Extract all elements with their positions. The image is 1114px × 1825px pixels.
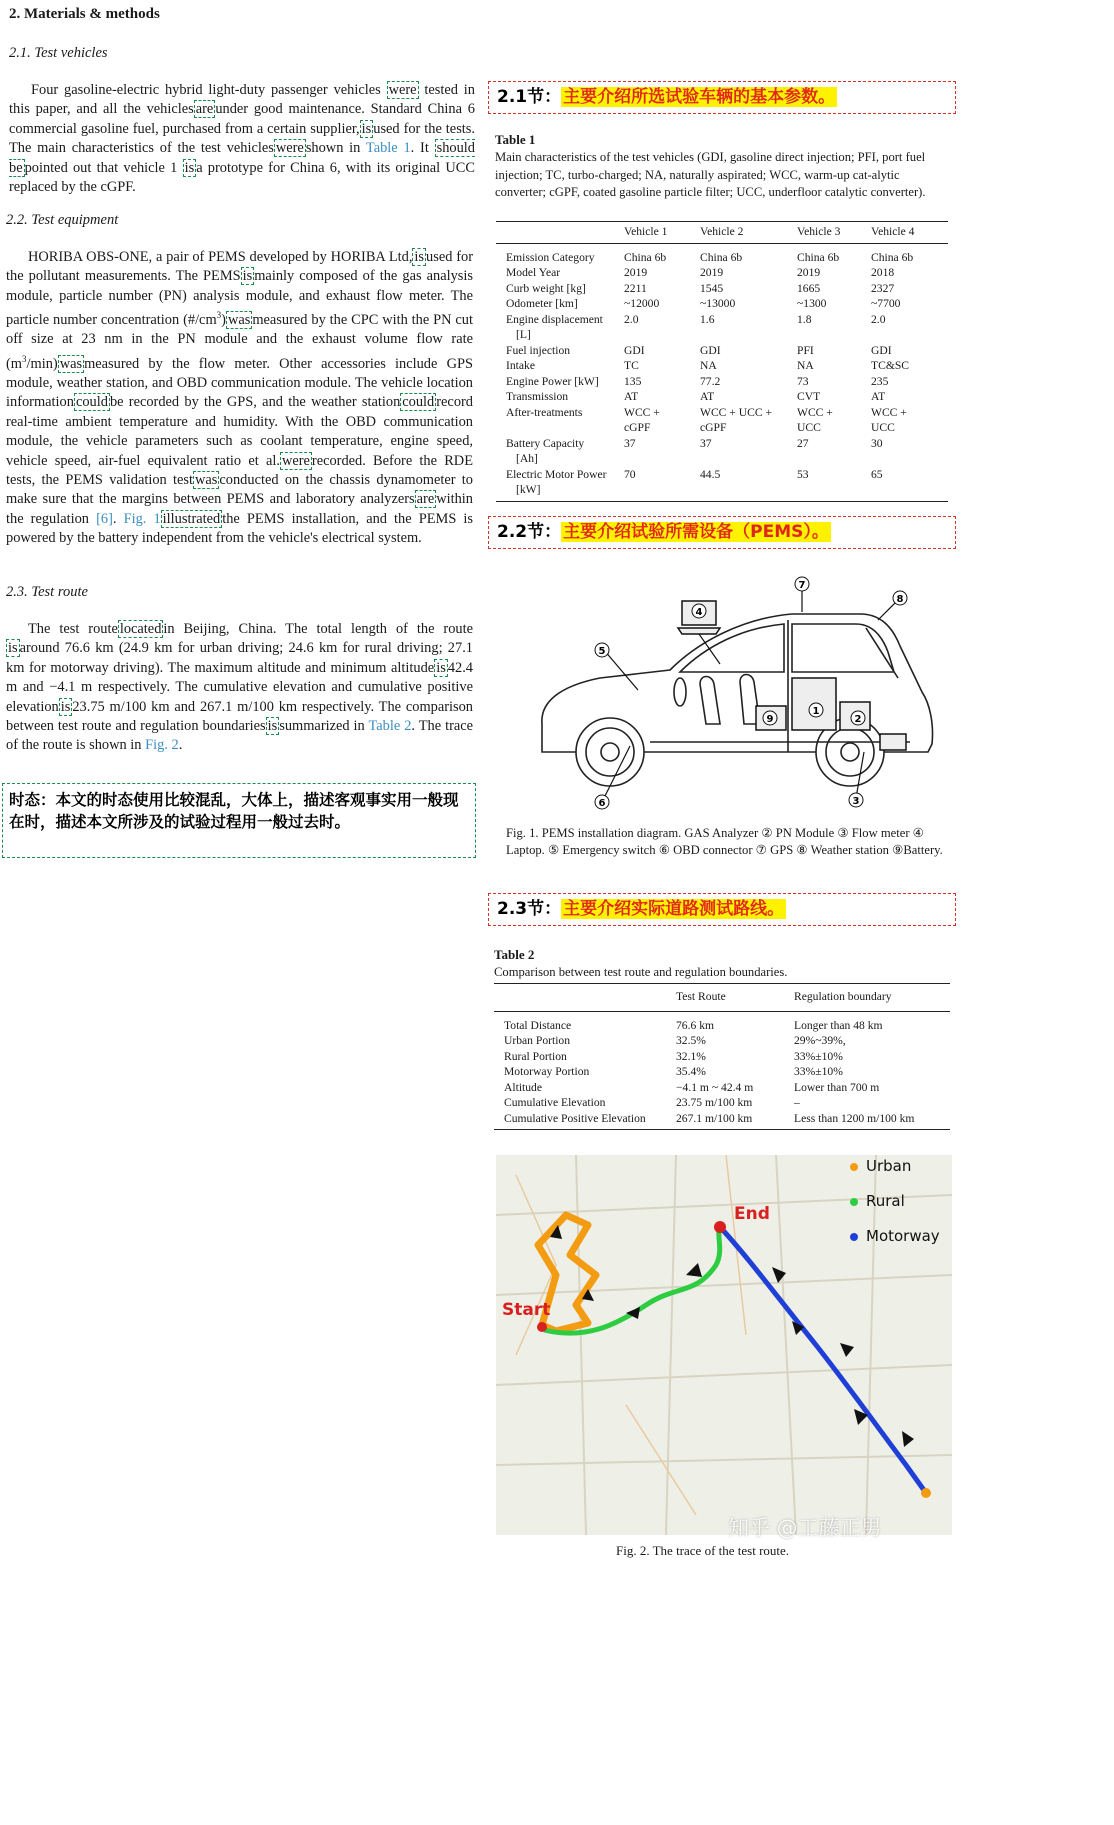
end-marker (714, 1221, 726, 1233)
tense-highlight: was (195, 472, 218, 489)
table-row: Engine displacement [L] 2.0 1.6 1.8 2.0 (506, 312, 886, 341)
table-header-cell: Vehicle 4 (871, 222, 948, 244)
section-title: 2. Materials & methods (9, 6, 160, 22)
motorway-dot-icon (850, 1233, 858, 1241)
svg-text:6: 6 (598, 798, 606, 809)
fig-1-link[interactable]: Fig. 1 (123, 510, 161, 527)
svg-text:3: 3 (852, 796, 860, 807)
tense-highlight: is (242, 268, 253, 285)
tense-highlight: is (436, 659, 446, 676)
reference-6-link[interactable]: [6] (96, 510, 113, 527)
svg-text:7: 7 (798, 580, 806, 591)
fig-2-caption: Fig. 2. The trace of the test route. (616, 1543, 790, 1558)
table-header-row (496, 222, 948, 244)
tense-highlight: are (195, 101, 214, 118)
tense-highlight: is (8, 640, 18, 657)
legend-item-urban: Urban (850, 1157, 940, 1175)
table-row: Model Year 2019 2019 2019 2018 (506, 266, 895, 279)
finish-point (921, 1488, 931, 1498)
tense-highlight: is (414, 249, 425, 265)
end-label: End (734, 1204, 770, 1224)
tense-highlight: should be (9, 140, 475, 176)
table-header-cell (496, 222, 624, 244)
tense-highlight: were (275, 140, 304, 157)
table-1-link[interactable]: Table 1 (365, 140, 411, 157)
tense-highlight: is (184, 159, 195, 176)
svg-text:5: 5 (598, 646, 606, 657)
fig-1-caption: Fig. 1. PEMS installation diagram. GAS Analyzer ② PN Module ③ Flow meter ④ Laptop. ⑤ Emergency switch ⑥ OBD connector ⑦ GPS ⑧ Weather station ⑨Battery. (506, 826, 943, 858)
flow-meter-box (880, 734, 906, 750)
table-row: Fuel injection GDI GDI PFI GDI (506, 343, 892, 357)
table-row: Transmission AT AT CVT AT (506, 390, 886, 403)
svg-text:4: 4 (695, 607, 703, 618)
tense-highlight: could (402, 394, 435, 411)
rural-dot-icon (850, 1198, 858, 1206)
tense-annotation-note: 时态：本文的时态使用比较混乱，大体上，描述客观事实用一般现在时，描述本文所涉及的试验过程用一般过去时。 (2, 783, 476, 858)
table-2-caption: Table 2 Comparison between test route and regulation boundaries. (494, 947, 788, 980)
table-row: Rural Portion 32.1% 33%±10% (504, 1049, 843, 1063)
tense-highlight: is (361, 120, 372, 137)
section-2-2-note: 2.2节： 主要介绍试验所需设备（PEMS）。 (488, 516, 956, 549)
table-1-caption: Table 1 Main characteristics of the test vehicles (GDI, gasoline direct injection; PFI, port fuel injection; TC, turbo-charged; NA, naturally aspirated; WCC, warm-up cat-alytic converter; cGPF, coated gasoline particle filter; UCC, underfloor catalytic converter). (495, 132, 926, 199)
start-label: Start (502, 1300, 551, 1320)
table-2 (494, 983, 950, 1130)
table-header-cell: Test Route (676, 984, 794, 1012)
tense-highlight: are (416, 491, 435, 508)
table-row: Intake TC NA NA TC&SC (506, 359, 910, 372)
table-header-cell: Regulation boundary (794, 984, 950, 1012)
legend-item-rural: Rural (850, 1192, 940, 1210)
table-row: Cumulative Positive Elevation 267.1 m/100 km Less than 1200 m/100 km (504, 1111, 915, 1125)
tense-highlight: was (59, 355, 83, 372)
table-row: Odometer [km] ~12000 ~13000 ~1300 ~7700 (506, 297, 901, 310)
table-header-cell: Vehicle 1 (624, 222, 700, 244)
table-row: Battery Capacity [Ah] 37 37 27 30 (506, 436, 883, 465)
tense-highlight: were (281, 452, 310, 469)
subsection-title-2-1: 2.1. Test vehicles (9, 45, 108, 61)
table-row: After-treatments WCC + cGPF WCC + UCC + cGPF WCC + UCC WCC + UCC (506, 405, 907, 434)
tense-highlight: is (60, 698, 71, 715)
table-header-cell: Vehicle 2 (700, 222, 797, 244)
table-header-cell (494, 984, 676, 1012)
subsection-title-2-2: 2.2. Test equipment (6, 212, 119, 228)
legend-item-motorway: Motorway (850, 1227, 940, 1245)
svg-text:9: 9 (766, 714, 774, 725)
table-row: Engine Power [kW] 135 77.2 73 235 (506, 374, 889, 388)
tense-highlight: located (119, 621, 162, 637)
table-2-link[interactable]: Table 2 (368, 718, 412, 735)
subsection-title-2-3: 2.3. Test route (6, 584, 88, 600)
table-row: Urban Portion 32.5% 29%~39%, (504, 1034, 846, 1047)
table-row: Curb weight [kg] 2211 1545 1665 2327 (506, 281, 895, 295)
paragraph-test-vehicles: Four gasoline-electric hybrid light-duty passenger vehicles were tested in this paper, and all the vehicles are under good maintenance. Standard China 6 commercial gasoline fuel, purchased from a certain supplier, is used for the tests. The main characteristics of the test vehicles were shown in Table 1. It should be pointed out that vehicle 1 is a prototype for China 6, with its original UCC replaced by the cGPF. (9, 82, 475, 196)
table-header-row (494, 984, 950, 1012)
tense-highlight: illustrated (162, 510, 221, 527)
urban-dot-icon (850, 1163, 858, 1171)
start-marker (537, 1322, 547, 1332)
tense-highlight: is (267, 718, 278, 735)
watermark: 知乎 @工藤正男 (728, 1516, 882, 1540)
fig-2-link[interactable]: Fig. 2 (145, 737, 179, 754)
section-2-1-note: 2.1节： 主要介绍所选试验车辆的基本参数。 (488, 81, 956, 114)
tense-highlight: could (75, 394, 108, 411)
paragraph-test-equipment: HORIBA OBS-ONE, a pair of PEMS developed by HORIBA Ltd, is used for the pollutant measurements. The PEMS is mainly composed of the gas analysis module, particle number (PN) analysis module, and exhaust flow meter. The particle number concentration $(\#/cm^3)$ was measured by the CPC with the PN cut off size at 23 nm in the PN module and the exhaust volume flow rate $(m^3/\min)$ was measured by the flow meter. Other accessories include GPS module, weather station, and OBD communication module. The vehicle location information could be recorded by the GPS, and the weather station could record real-time ambient temperature and humidity. With the OBD communication module, the vehicle parameters such as coolant temperature, engine speed, vehicle speed, air-fuel equivalent ratio et al. were recorded. Before the RDE tests, the PEMS validation test was conducted on the chassis dynamometer to make sure that the margins between PEMS and laboratory analyzers are within the regulation [6]. Fig. 1 illustrated the PEMS installation, and the PEMS is powered by the battery independent from the vehicle's electrical system. (6, 249, 474, 547)
table-row: Altitude −4.1 m ~ 42.4 m Lower than 700 m (504, 1080, 880, 1094)
svg-text:2: 2 (854, 714, 862, 725)
legend (850, 1157, 940, 1245)
table-header-cell: Vehicle 3 (797, 222, 871, 244)
table-row: Electric Motor Power [kW] 70 44.5 53 65 (506, 467, 883, 496)
table-row: Emission Category China 6b China 6b China 6b China 6b (506, 250, 914, 264)
section-2-3-note: 2.3节： 主要介绍实际道路测试路线。 (488, 893, 956, 926)
table-row: Cumulative Elevation 23.75 m/100 km – (504, 1096, 800, 1109)
paragraph-test-route: The test route located in Beijing, China. The total length of the route is around 76.6 km (24.9 km for urban driving; 24.6 km for rural driving; 27.1 km for motorway driving). The maximum altitude and minimum altitude is 42.4 m and −4.1 m respectively. The cumulative elevation and cumulative positive elevation is 23.75 m/100 km and 267.1 m/100 km respectively. The comparison between test route and regulation boundaries is summarized in Table 2. The trace of the route is shown in Fig. 2. (6, 621, 474, 754)
svg-text:1: 1 (812, 706, 820, 717)
car-window (866, 628, 898, 678)
table-1 (496, 221, 948, 502)
tense-highlight: was (227, 312, 251, 329)
table-row: Total Distance 76.6 km Longer than 48 km (504, 1018, 883, 1032)
tense-highlight: were (388, 82, 417, 98)
table-row: Motorway Portion 35.4% 33%±10% (504, 1065, 843, 1078)
pems-installation-diagram (530, 574, 950, 810)
svg-text:8: 8 (896, 594, 904, 605)
laptop-base (678, 628, 720, 634)
